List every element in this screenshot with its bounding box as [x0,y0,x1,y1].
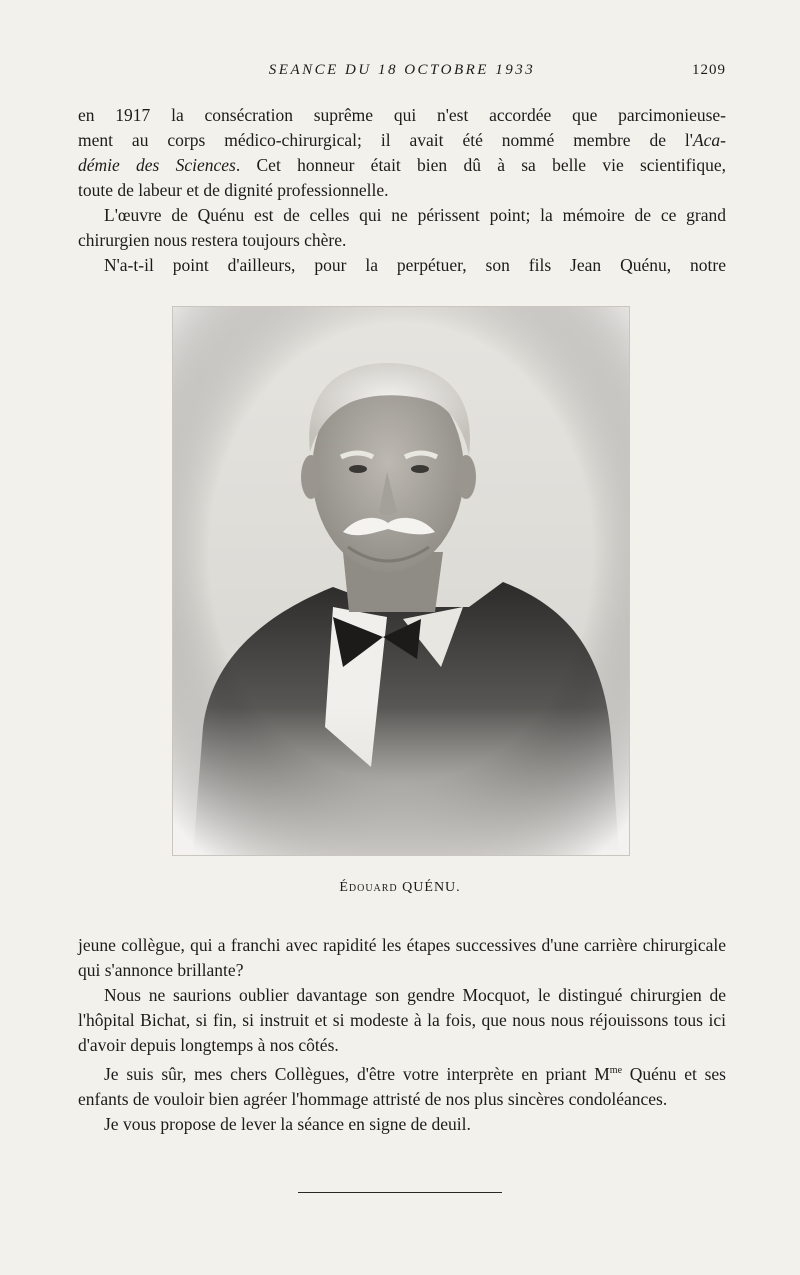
text-span: Je suis sûr, mes chers Collègues, d'être votre interprète en priant [104,1063,587,1084]
paragraph: Nous ne saurions oublier davantage son gendre Mocquot, le distingué chirurgien de l'hôpital Bichat, si fin, si instruit et si modeste à la fois, que nous nous réjouissons tous ici d'avoir depuis longtemps à nos côtés. [78,985,726,1055]
italic-text: Aca- [692,130,726,150]
portrait-image [173,307,629,855]
caption-last-name: QUÉNU. [402,880,461,895]
running-head [78,62,726,86]
portrait-photograph [172,306,630,856]
page-number: 1209 [692,62,726,78]
body-text-bottom [78,933,726,1137]
paragraph: jeune collègue, qui a franchi avec rapidité les étapes successives d'une carrière chirurgicale qui s'annonce brillante? [78,935,726,980]
superscript: me [609,1065,623,1076]
text-line: en 1917 la consécration suprême qui n'est accordée que parcimonieuse- [78,105,726,125]
paragraph: N'a-t-il point d'ailleurs, pour la perpétuer, son fils Jean Quénu, notre [104,255,726,275]
paragraph: L'œuvre de Quénu est de celles qui ne périssent point; la mémoire de ce grand chirurgien nous restera toujours chère. [78,205,726,250]
text-line [78,153,726,178]
paragraph: Je vous propose de lever la séance en signe de deuil. [104,1113,471,1134]
text-span: ment au corps médico-chirurgical; il avait été nommé membre de l' [78,130,693,150]
body-text-top [78,103,726,278]
paragraph [78,1058,726,1112]
figure-caption [0,880,800,896]
text-line: toute de labeur et de dignité professionnelle. [78,180,389,200]
caption-first-name: Édouard [339,880,398,895]
running-title: SEANCE DU 18 OCTOBRE 1933 [268,62,536,78]
text-span: . Cet honneur était bien dû à sa belle vie scientifique, [235,155,726,175]
text-line [78,128,726,153]
text-span: M [594,1063,610,1084]
italic-text: démie des Sciences [78,155,236,175]
end-rule [298,1192,502,1193]
paragraph [78,103,726,203]
text-span: Quénu et ses enfants de vouloir bien agréer l'hommage attristé de nos plus sincères condoléances. [78,1063,726,1109]
